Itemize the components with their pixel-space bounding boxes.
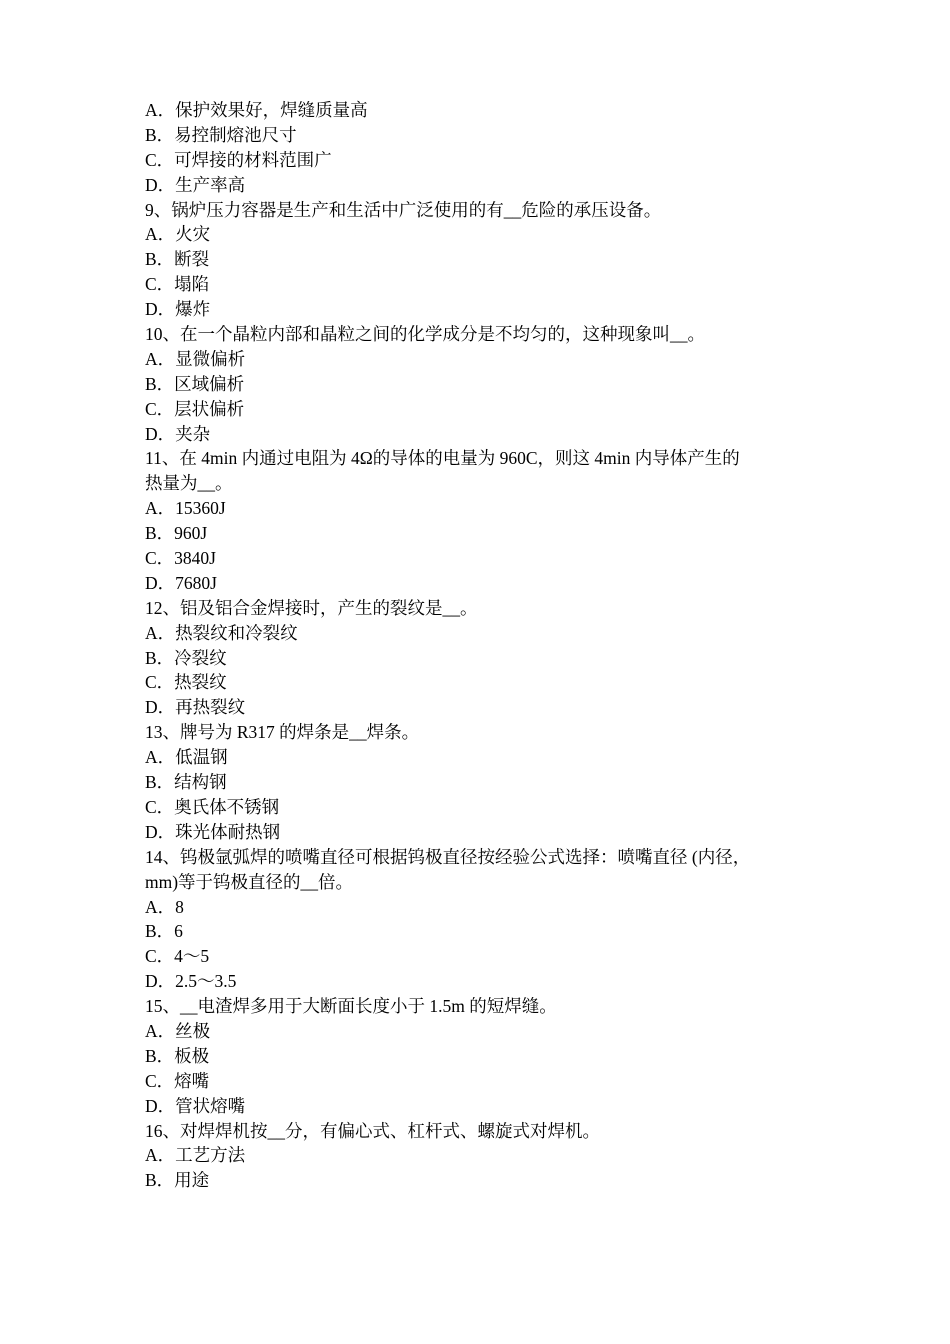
- question-line: 14、钨极氩弧焊的喷嘴直径可根据钨极直径按经验公式选择：喷嘴直径 (内径，: [145, 846, 751, 867]
- answer-option: B．断裂: [145, 249, 210, 270]
- answer-option: B．板极: [145, 1045, 210, 1066]
- question-text: [145, 596, 810, 621]
- question-text: [145, 198, 810, 223]
- answer-option: B．冷裂纹: [145, 647, 227, 668]
- answer-option: C．4～5: [145, 946, 210, 967]
- question-line: 9、锅炉压力容器是生产和生活中广泛使用的有__危险的承压设备。: [145, 199, 662, 220]
- question-text: [145, 1119, 810, 1144]
- question-line: 13、牌号为 R317 的焊条是__焊条。: [145, 722, 420, 743]
- question-line: 11、在 4min 内通过电阻为 4Ω的导体的电量为 960C，则这 4min 内导体产生的: [145, 448, 740, 469]
- question-line: 12、铝及铝合金焊接时，产生的裂纹是__。: [145, 597, 478, 618]
- answer-option: A．火灾: [145, 224, 211, 245]
- answer-option: B．用途: [145, 1170, 210, 1191]
- answer-option: D．7680J: [145, 572, 217, 593]
- answer-option: A．保护效果好，焊缝质量高: [145, 100, 368, 120]
- answer-option: C．热裂纹: [145, 672, 227, 693]
- answer-option: A．热裂纹和冷裂纹: [145, 622, 298, 643]
- answer-option: C．3840J: [145, 548, 216, 569]
- answer-option: C．塌陷: [145, 274, 210, 295]
- answer-option: B．结构钢: [145, 772, 227, 793]
- answer-option: A．工艺方法: [145, 1145, 246, 1166]
- answer-option: D．再热裂纹: [145, 697, 246, 718]
- answer-option: C．熔嘴: [145, 1070, 210, 1091]
- answer-option: D．生产率高: [145, 174, 246, 195]
- answer-option: A．8: [145, 896, 184, 917]
- answer-option: A．15360J: [145, 498, 226, 519]
- question-text: [145, 322, 810, 347]
- answer-option: B．960J: [145, 523, 208, 544]
- answer-option: D．管状熔嘴: [145, 1095, 246, 1116]
- document-page: [145, 98, 810, 1193]
- question-text: [145, 446, 810, 496]
- question-text: [145, 994, 810, 1019]
- question-line: 10、在一个晶粒内部和晶粒之间的化学成分是不均匀的，这种现象叫__。: [145, 324, 705, 345]
- question-text: [145, 845, 810, 895]
- answer-option: A．显微偏析: [145, 348, 246, 369]
- answer-option: D．夹杂: [145, 423, 211, 444]
- question-text: [145, 720, 810, 745]
- answer-option: D．2.5～3.5: [145, 971, 237, 992]
- answer-option: D．珠光体耐热钢: [145, 821, 281, 842]
- answer-option: C．可焊接的材料范围广: [145, 149, 332, 170]
- answer-option: C．奥氏体不锈钢: [145, 796, 280, 817]
- answer-option: B．6: [145, 921, 183, 942]
- answer-option: C．层状偏析: [145, 398, 245, 419]
- answer-option: B．易控制熔池尺寸: [145, 124, 297, 145]
- question-line: 热量为__。: [145, 473, 233, 494]
- answer-option: B．区域偏析: [145, 373, 245, 394]
- question-line: 16、对焊焊机按__分，有偏心式、杠杆式、螺旋式对焊机。: [145, 1120, 600, 1141]
- answer-option: A．丝极: [145, 1020, 211, 1041]
- answer-option: D．爆炸: [145, 299, 211, 320]
- question-line: mm)等于钨极直径的__倍。: [145, 871, 354, 892]
- answer-option: A．低温钢: [145, 747, 228, 768]
- question-line: 15、__电渣焊多用于大断面长度小于 1.5m 的短焊缝。: [145, 996, 557, 1017]
